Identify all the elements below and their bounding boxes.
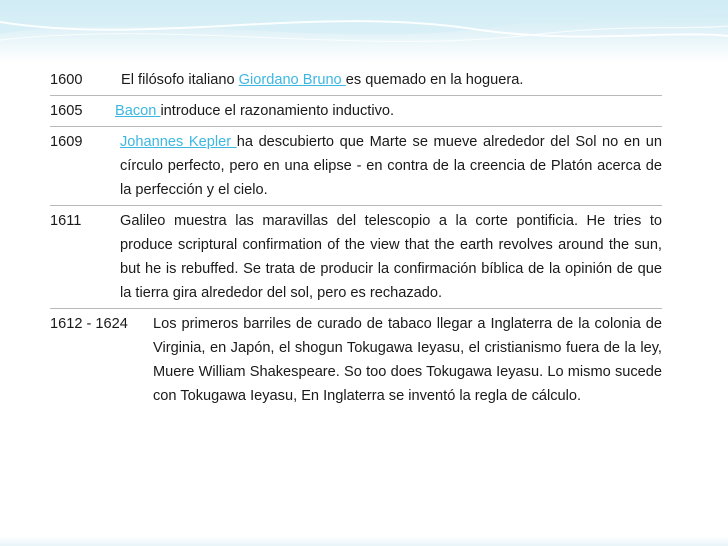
entry-text xyxy=(115,99,662,123)
entry-text xyxy=(121,68,662,92)
entry-text-before: El filósofo italiano xyxy=(121,72,239,88)
timeline-entry-1609 xyxy=(50,130,662,206)
entry-year: 1609 xyxy=(50,134,83,150)
entry-year: 1605 xyxy=(50,103,83,119)
entry-text-after: es quemado en la hoguera. xyxy=(345,72,524,88)
entry-year: 1611 xyxy=(50,213,82,229)
giordano-bruno-link[interactable]: Giordano Bruno xyxy=(238,72,346,88)
entry-text xyxy=(120,130,662,202)
timeline-entry-1600 xyxy=(50,68,662,96)
bacon-link[interactable]: Bacon xyxy=(115,103,161,119)
timeline xyxy=(50,68,662,411)
entry-text-after: ha descubierto que Marte se mueve alrededor del Sol no en un círculo perfecto, pero en una elipse - en contra de la creencia de Platón acerca de la perfección y el cielo. xyxy=(120,134,662,198)
timeline-entry-1611 xyxy=(50,209,662,309)
entry-text: Los primeros barriles de curado de tabaco llegar a Inglaterra de la colonia de Virginia, en Japón, el shogun Tokugawa Ieyasu, el cristianismo fuera de la ley, Muere William Shakespeare. So too does Tokugawa Ieyasu. Lo mismo sucede con Tokugawa Ieyasu, En Inglaterra se inventó la regla de cálculo. xyxy=(153,316,662,404)
wave-icon xyxy=(0,0,728,62)
timeline-entry-1605 xyxy=(50,99,662,127)
entry-text-after: introduce el razonamiento inductivo. xyxy=(160,103,395,119)
decorative-wave-band xyxy=(0,0,728,62)
timeline-entry-1612-1624 xyxy=(50,312,662,411)
entry-text: Galileo muestra las maravillas del telescopio a la corte pontificia. He tries to produce scriptural confirmation of the view that the earth revolves around the sun, but he is rebuffed. Se trata de producir la confirmación bíblica de la opinión de que la tierra gira alrededor del sol, pero es rechazado. xyxy=(120,213,662,301)
entry-year: 1612 - 1624 xyxy=(50,316,128,332)
johannes-kepler-link[interactable]: Johannes Kepler xyxy=(120,134,237,150)
entry-year: 1600 xyxy=(50,72,83,88)
bottom-band xyxy=(0,536,728,546)
